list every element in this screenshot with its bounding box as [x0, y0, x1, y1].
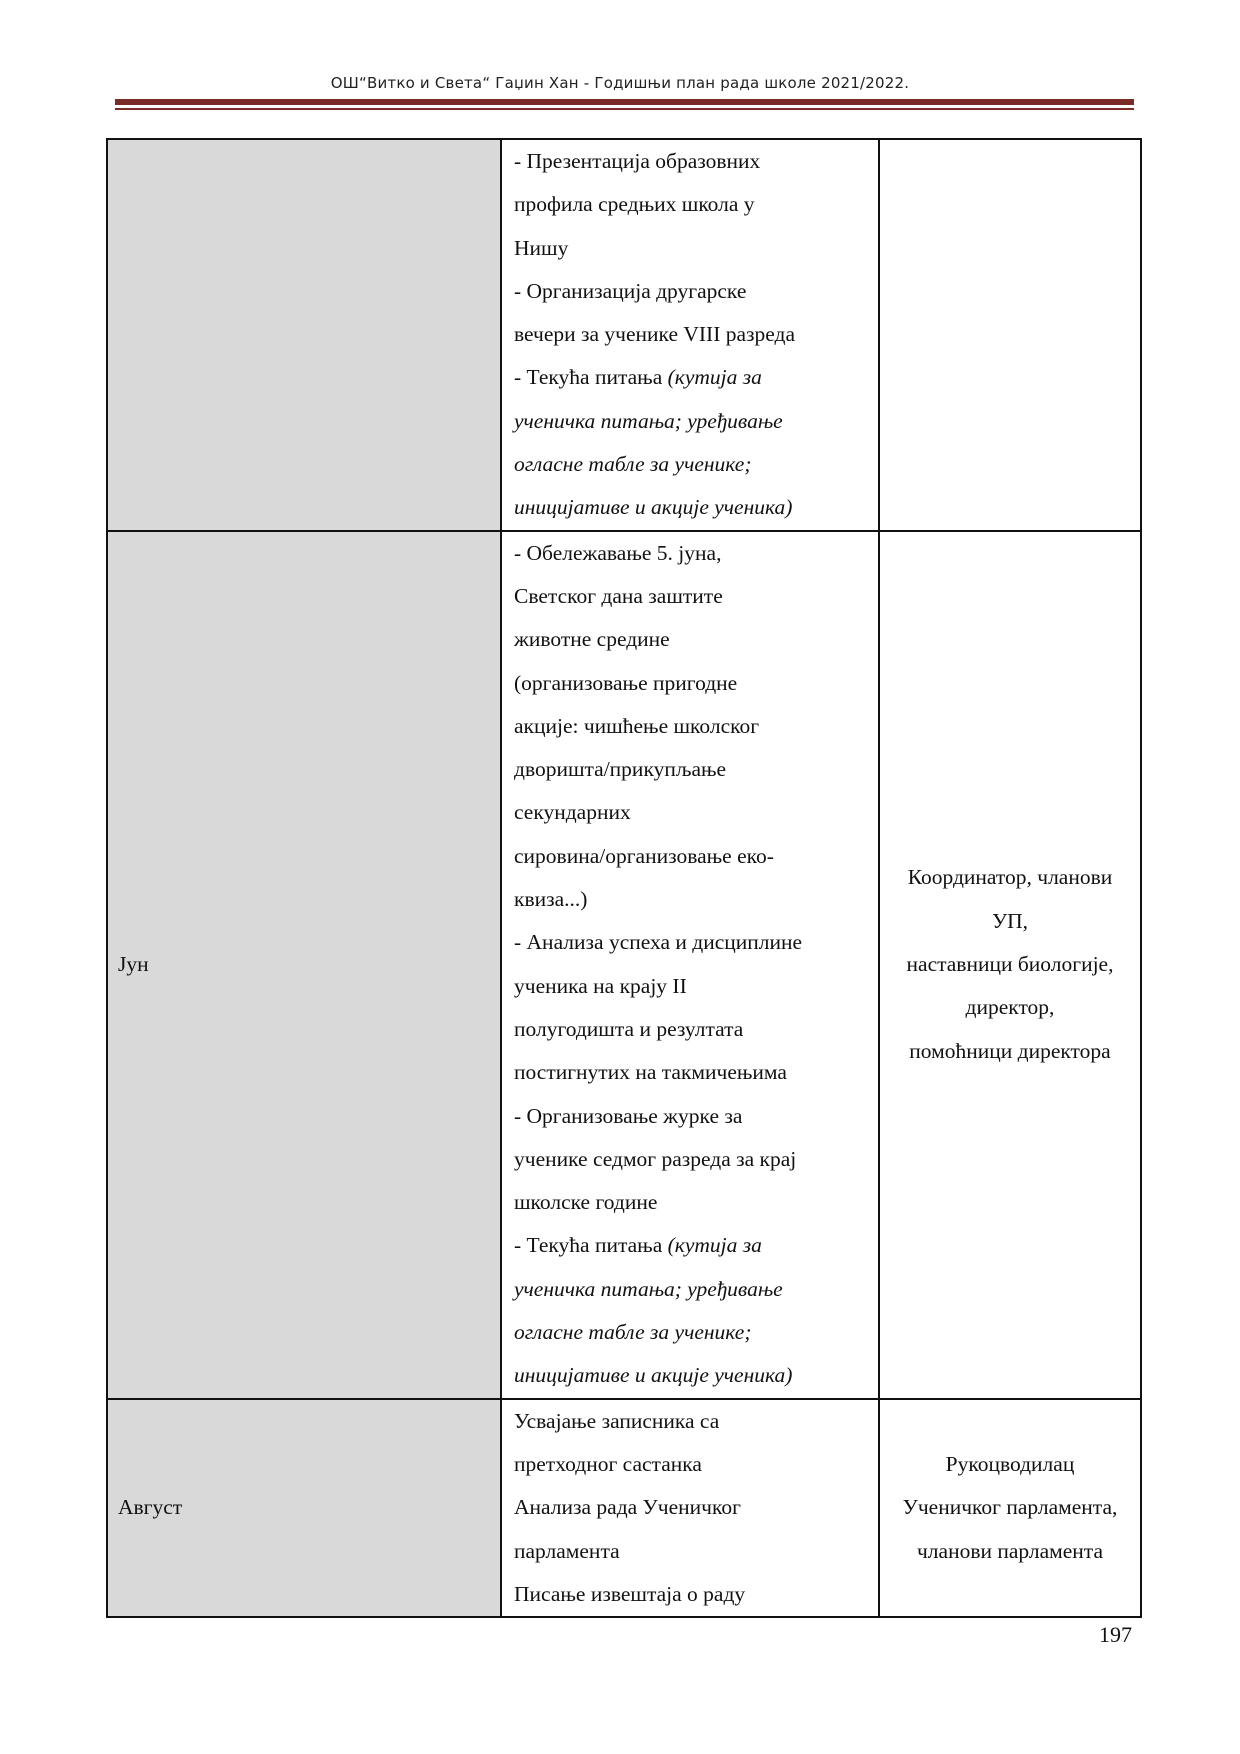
activity-text: ученике седмог разреда за крај [514, 1146, 797, 1171]
activity-text: животне средине [514, 627, 670, 652]
activity-line [514, 575, 878, 618]
activity-text: акције: чишћење школског [514, 713, 760, 738]
responsible-line: чланови парламента [916, 1538, 1103, 1563]
activity-line [514, 1268, 878, 1311]
activity-line [514, 443, 878, 486]
activity-line [514, 705, 878, 748]
table-row [107, 1399, 1141, 1617]
activity-line [514, 835, 878, 878]
activity-line [514, 1181, 878, 1224]
activity-text: (организовање пригодне [514, 670, 738, 695]
plan-table [106, 138, 1142, 1618]
responsible-line: Ученичког парламента, [902, 1495, 1118, 1520]
activity-text: претходног састанка [514, 1451, 702, 1476]
activity-line [514, 1443, 878, 1486]
activity-line [514, 400, 878, 443]
activity-line [514, 1095, 878, 1138]
table-row [107, 531, 1141, 1399]
activity-italic-text: огласне табле за ученике; [514, 452, 752, 477]
activity-text: - Анализа успеха и дисциплине [514, 930, 803, 955]
activity-line [514, 486, 878, 529]
page-header: ОШ“Витко и Света“ Гаџин Хан - Годишњи план рада школе 2021/2022. [330, 74, 910, 92]
activity-line [514, 1138, 878, 1181]
activities-cell [501, 1399, 879, 1617]
activity-italic-text: (кутија за [667, 1233, 762, 1258]
activity-line [514, 1573, 878, 1616]
activity-line [514, 532, 878, 575]
activity-line [514, 921, 878, 964]
activity-line [514, 270, 878, 313]
month-cell: Јун [107, 531, 501, 1399]
activity-text: - Текућа питања [514, 365, 668, 390]
activity-text: постигнутих на такмичењима [514, 1060, 787, 1085]
activity-text: - Текућа питања [514, 1233, 668, 1258]
activity-italic-text: огласне табле за ученике; [514, 1320, 752, 1345]
responsible-line: УП, [991, 908, 1029, 933]
activity-italic-text: ученичка питања; уређивање [514, 1276, 783, 1301]
activity-line [514, 1311, 878, 1354]
activity-line [514, 1008, 878, 1051]
activity-text: - Организовање журке за [514, 1103, 743, 1128]
activity-text: секундарних [514, 800, 631, 825]
activity-line [514, 1530, 878, 1573]
activity-text: - Презентација образовних [514, 149, 761, 173]
month-cell [107, 139, 501, 531]
activities-cell [501, 139, 879, 531]
activity-line [514, 227, 878, 270]
activity-italic-text: иницијативе и акције ученика) [514, 495, 793, 520]
activity-text: школске године [514, 1190, 658, 1215]
activity-text: Светског дана заштите [514, 583, 723, 608]
responsible-line: директор, [965, 995, 1055, 1020]
activity-italic-text: иницијативе и акције ученика) [514, 1363, 793, 1388]
activity-line [514, 1224, 878, 1267]
responsible-cell [879, 531, 1141, 1399]
responsible-line: наставници биологије, [906, 951, 1114, 976]
responsible-cell [879, 139, 1141, 531]
activity-line [514, 1051, 878, 1094]
activity-line [514, 140, 878, 183]
activity-text: профила средњих школа у [514, 192, 755, 217]
activity-text: Усвајање записника са [514, 1408, 720, 1433]
activity-text: Нишу [514, 235, 569, 260]
header-rule-thin [115, 108, 1134, 110]
responsible-line: помоћници директора [909, 1038, 1111, 1063]
activity-italic-text: ученичка питања; уређивање [514, 408, 783, 433]
activities-cell [501, 531, 879, 1399]
activity-text: Писање извештаја о раду [514, 1581, 746, 1606]
activity-line [514, 965, 878, 1008]
header-rule-thick [115, 99, 1134, 105]
table-row [107, 139, 1141, 531]
activity-text: парламента [514, 1538, 620, 1563]
activity-line [514, 1354, 878, 1397]
activity-text: дворишта/прикупљање [514, 757, 727, 782]
activity-line [514, 1486, 878, 1529]
month-cell: Август [107, 1399, 501, 1617]
activity-line [514, 618, 878, 661]
activity-line [514, 313, 878, 356]
activity-text: - Организација другарске [514, 278, 747, 303]
activity-italic-text: (кутија за [667, 365, 762, 390]
plan-table-body [107, 139, 1141, 1617]
responsible-line: Координатор, чланови [907, 865, 1113, 890]
activity-line [514, 183, 878, 226]
activity-text: - Обележавање 5. јуна, [514, 540, 722, 565]
activity-line [514, 791, 878, 834]
activity-text: вечери за ученике VIII разреда [514, 322, 796, 347]
activity-line [514, 878, 878, 921]
activity-line [514, 748, 878, 791]
activity-line [514, 356, 878, 399]
activity-text: Анализа рада Ученичког [514, 1495, 741, 1520]
activity-line [514, 1400, 878, 1443]
page-number: 197 [1099, 1622, 1132, 1647]
activity-text: квиза...) [514, 887, 588, 912]
responsible-cell [879, 1399, 1141, 1617]
responsible-line: Рукоцводилац [945, 1451, 1075, 1476]
activity-line [514, 662, 878, 705]
activity-text: ученика на крају II [514, 973, 687, 998]
activity-text: сировина/организовање еко- [514, 843, 774, 868]
activity-text: полугодишта и резултата [514, 1016, 744, 1041]
